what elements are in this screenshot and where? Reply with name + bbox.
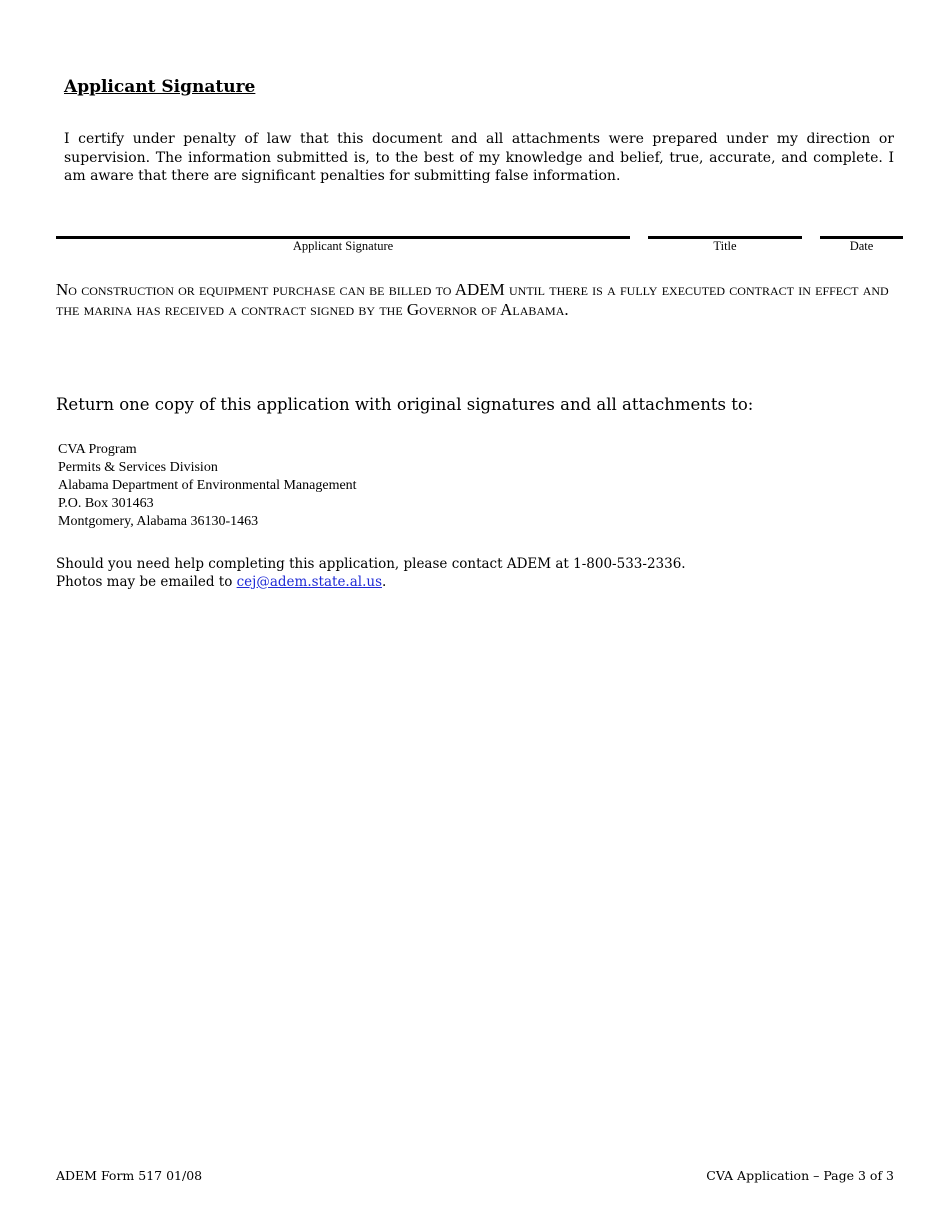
address-line: Montgomery, Alabama 36130-1463: [58, 514, 259, 529]
photos-prefix: Photos may be emailed to: [56, 573, 237, 590]
form-id: ADEM Form 517 01/08: [56, 1168, 203, 1183]
certification-statement: I certify under penalty of law that this document and all attachments were prepared under my direction or supervision. The information submitted is, to the best of my knowledge and belief, true, accurate, and complete. I am aware that there are significant penalties for submitting false information.: [64, 131, 894, 184]
mailing-address: [58, 441, 357, 531]
email-link[interactable]: cej@adem.state.al.us: [236, 573, 383, 590]
contact-text: Should you need help completing this application, please contact ADEM at 1-800-533-2336.: [56, 556, 686, 572]
title-label: Title: [713, 239, 737, 253]
help-contact: [56, 556, 686, 591]
address-line: Permits & Services Division: [58, 460, 218, 475]
address-line: P.O. Box 301463: [58, 496, 154, 511]
section-heading: Applicant Signature: [64, 77, 256, 97]
date-label: Date: [849, 239, 874, 253]
photos-line: [56, 574, 686, 592]
address-line: Alabama Department of Environmental Management: [58, 478, 357, 493]
return-instructions: Return one copy of this application with original signatures and all attachments to:: [56, 395, 754, 414]
photos-suffix: .: [382, 573, 387, 590]
billing-notice: No construction or equipment purchase can be billed to ADEM until there is a fully executed contract in effect and the marina has received a contract signed by the Governor of Alabama.: [56, 280, 889, 319]
address-line: CVA Program: [58, 442, 137, 457]
page-info: CVA Application – Page 3 of 3: [706, 1168, 894, 1183]
applicant-signature-label: Applicant Signature: [292, 239, 394, 253]
